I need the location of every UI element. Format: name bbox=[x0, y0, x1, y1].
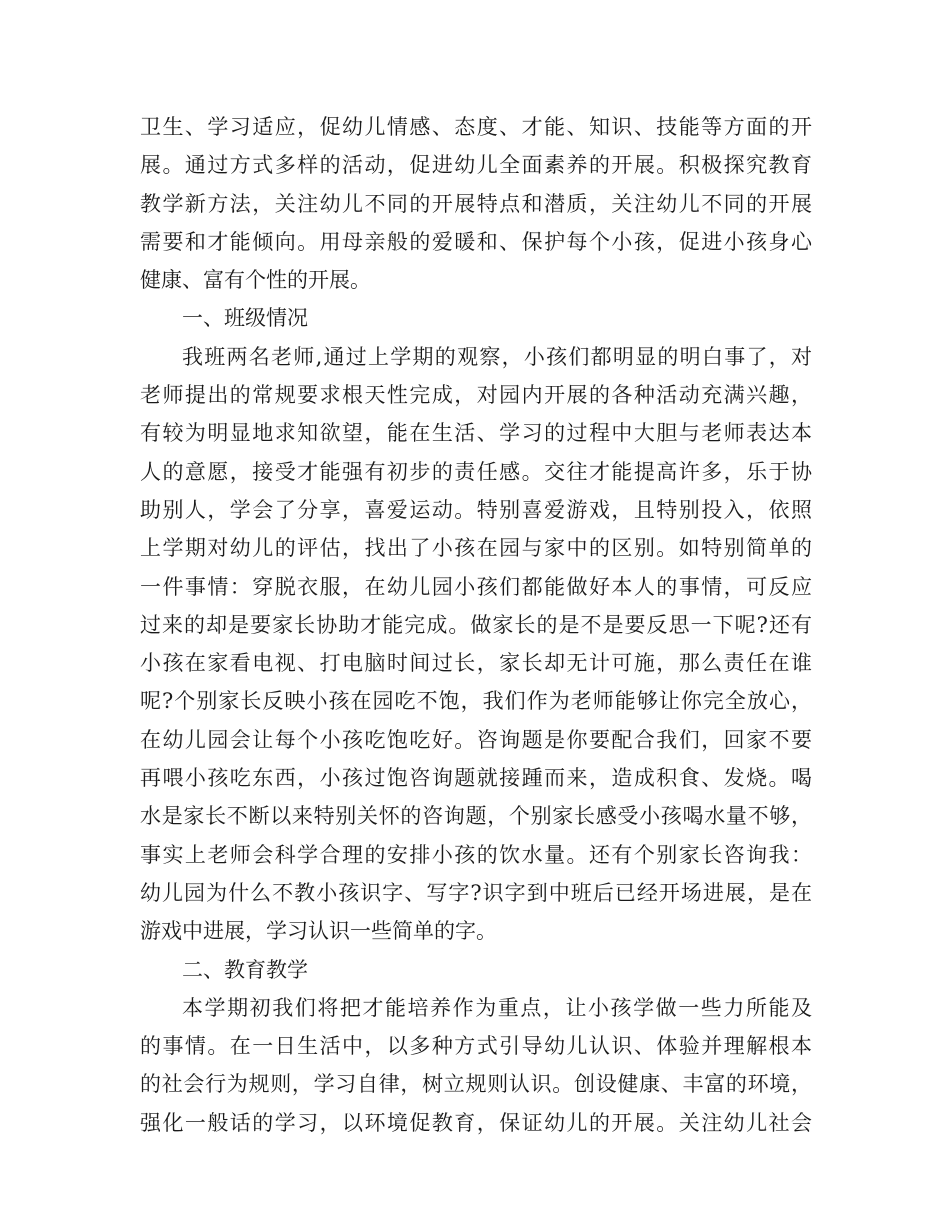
text-line: 本学期初我们将把才能培养作为重点，让小孩学做一些力所能及 bbox=[182, 995, 812, 1020]
text-line: 强化一般话的学习，以环境促教育，保证幼儿的开展。关注幼儿社会 bbox=[140, 1110, 812, 1135]
text-line: 健康、富有个性的开展。 bbox=[140, 268, 371, 293]
text-line: 水是家长不断以来特别关怀的咨询题，个别家长感受小孩喝水量不够， bbox=[140, 804, 812, 829]
text-line: 的社会行为规则，学习自律，树立规则认识。创设健康、丰富的环境， bbox=[140, 1072, 812, 1097]
text-line: 呢?个别家长反映小孩在园吃不饱，我们作为老师能够让你完全放心， bbox=[140, 689, 812, 714]
text-line: 助别人，学会了分享，喜爱运动。特别喜爱游戏，且特别投入，依照 bbox=[140, 497, 812, 522]
section-heading: 二、教育教学 bbox=[182, 957, 308, 982]
text-line: 一件事情：穿脱衣服，在幼儿园小孩们都能做好本人的事情，可反应 bbox=[140, 574, 812, 599]
text-line: 再喂小孩吃东西，小孩过饱咨询题就接踵而来，造成积食、发烧。喝 bbox=[140, 766, 812, 791]
text-line: 人的意愿，接受才能强有初步的责任感。交往才能提高许多，乐于协 bbox=[140, 459, 812, 484]
text-line: 过来的却是要家长协助才能完成。做家长的是不是要反思一下呢?还有 bbox=[140, 612, 812, 637]
text-line: 小孩在家看电视、打电脑时间过长，家长却无计可施，那么责任在谁 bbox=[140, 651, 812, 676]
text-line: 在幼儿园会让每个小孩吃饱吃好。咨询题是你要配合我们，回家不要 bbox=[140, 727, 812, 752]
text-line: 卫生、学习适应，促幼儿情感、态度、才能、知识、技能等方面的开 bbox=[140, 115, 812, 139]
body-text bbox=[140, 108, 812, 1142]
text-line: 需要和才能倾向。用母亲般的爱暖和、保护每个小孩，促进小孩身心 bbox=[140, 229, 812, 254]
section-heading: 一、班级情况 bbox=[182, 306, 308, 331]
text-line: 幼儿园为什么不教小孩识字、写字?识字到中班后已经开场进展，是在 bbox=[140, 880, 812, 905]
text-line: 展。通过方式多样的活动，促进幼儿全面素养的开展。积极探究教育 bbox=[140, 153, 812, 178]
text-line: 有较为明显地求知欲望，能在生活、学习的过程中大胆与老师表达本 bbox=[140, 421, 812, 446]
text-line: 老师提出的常规要求根天性完成，对园内开展的各种活动充满兴趣， bbox=[140, 383, 812, 408]
text-line: 上学期对幼儿的评估，找出了小孩在园与家中的区别。如特别简单的 bbox=[140, 536, 812, 561]
text-line: 事实上老师会科学合理的安排小孩的饮水量。还有个别家长咨询我： bbox=[140, 842, 812, 867]
text-line: 教学新方法，关注幼儿不同的开展特点和潜质，关注幼儿不同的开展 bbox=[140, 191, 812, 216]
text-line: 游戏中进展，学习认识一些简单的字。 bbox=[140, 919, 497, 944]
text-line: 的事情。在一日生活中，以多种方式引导幼儿认识、体验并理解根本 bbox=[140, 1034, 812, 1059]
text-line: 我班两名老师,通过上学期的观察，小孩们都明显的明白事了，对 bbox=[182, 344, 812, 369]
